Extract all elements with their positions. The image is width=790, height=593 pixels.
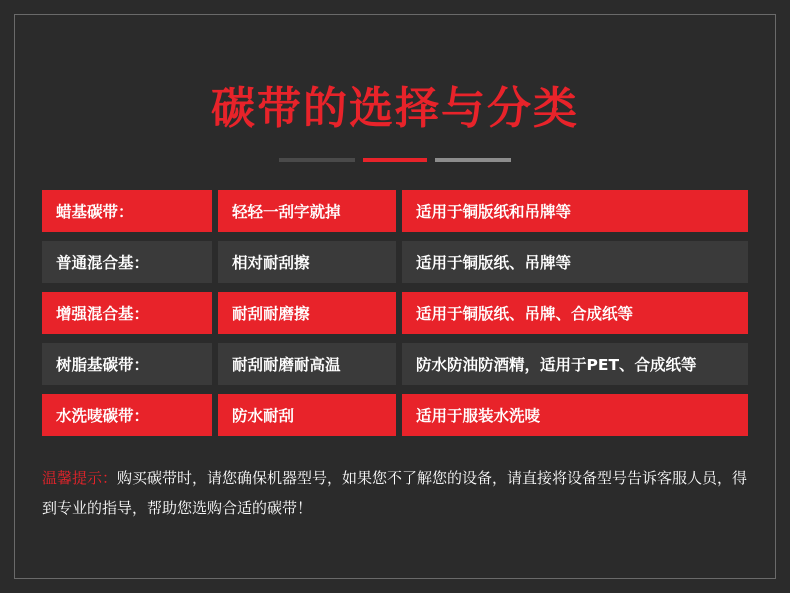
row-property: 相对耐刮擦 bbox=[218, 241, 396, 283]
ribbon-type-table bbox=[42, 190, 748, 445]
page-title: 碳带的选择与分类 bbox=[211, 83, 579, 134]
divider-segment-dark bbox=[279, 158, 355, 162]
table-row bbox=[42, 241, 748, 283]
purchase-note bbox=[42, 463, 748, 523]
row-property: 耐刮耐磨擦 bbox=[218, 292, 396, 334]
title-divider bbox=[275, 157, 515, 162]
row-type-label: 蜡基碳带： bbox=[42, 190, 212, 232]
row-type-label: 普通混合基： bbox=[42, 241, 212, 283]
row-type-label: 水洗唛碳带： bbox=[42, 394, 212, 436]
row-application: 适用于服装水洗唛 bbox=[402, 394, 748, 436]
row-property: 耐刮耐磨耐高温 bbox=[218, 343, 396, 385]
note-text: 购买碳带时，请您确保机器型号，如果您不了解您的设备，请直接将设备型号告诉客服人员，得到专业的指导，帮助您选购合适的碳带！ bbox=[42, 469, 748, 517]
row-type-label: 增强混合基： bbox=[42, 292, 212, 334]
row-application: 适用于铜版纸和吊牌等 bbox=[402, 190, 748, 232]
table-row bbox=[42, 292, 748, 334]
row-application: 防水防油防酒精，适用于PET、合成纸等 bbox=[402, 343, 748, 385]
table-row bbox=[42, 190, 748, 232]
table-row bbox=[42, 343, 748, 385]
poster-frame bbox=[14, 14, 776, 579]
row-property: 轻轻一刮字就掉 bbox=[218, 190, 396, 232]
row-application: 适用于铜版纸、吊牌等 bbox=[402, 241, 748, 283]
row-property: 防水耐刮 bbox=[218, 394, 396, 436]
divider-segment-grey bbox=[435, 158, 511, 162]
row-application: 适用于铜版纸、吊牌、合成纸等 bbox=[402, 292, 748, 334]
row-type-label: 树脂基碳带： bbox=[42, 343, 212, 385]
table-row bbox=[42, 394, 748, 436]
divider-segment-red bbox=[363, 158, 427, 162]
note-lead: 温馨提示： bbox=[42, 469, 118, 487]
